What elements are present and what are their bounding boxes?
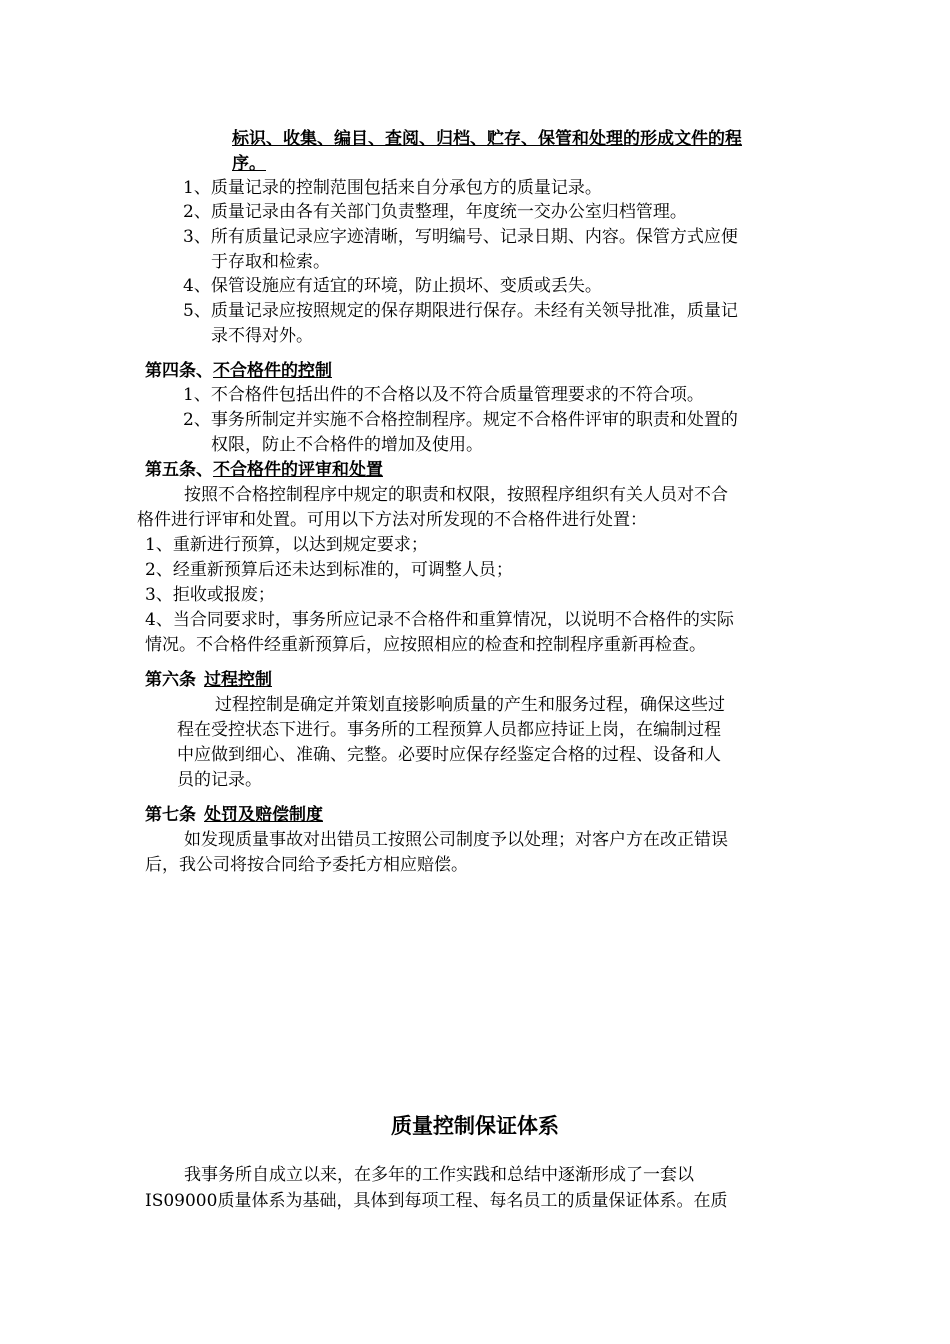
section-paragraph-line: 我事务所自成立以来，在多年的工作实践和总结中逐渐形成了一套以 [184, 1165, 694, 1185]
section-paragraph-line: IS09000质量体系为基础，具体到每项工程、每名员工的质量保证体系。在质 [145, 1191, 728, 1211]
list-item: 3、所有质量记录应字迹清晰，写明编号、记录日期、内容。保管方式应便 [183, 227, 738, 247]
list-item: 1、重新进行预算，以达到规定要求； [145, 535, 428, 555]
list-item-continuation: 权限，防止不合格件的增加及使用。 [211, 435, 483, 455]
article6-heading: 第六条 过程控制 [145, 670, 272, 690]
list-item: 2、经重新预算后还未达到标准的，可调整人员； [145, 560, 513, 580]
list-item: 4、当合同要求时，事务所应记录不合格件和重算情况，以说明不合格件的实际 [145, 610, 734, 630]
list-item: 5、质量记录应按照规定的保存期限进行保存。未经有关领导批准，质量记 [183, 301, 738, 321]
list-item: 1、不合格件包括出件的不合格以及不符合质量管理要求的不符合项。 [183, 385, 704, 405]
article5-heading: 第五条、不合格件的评审和处置 [145, 460, 383, 480]
list-item-continuation: 于存取和检索。 [211, 252, 330, 272]
article7-line: 后，我公司将按合同给予委托方相应赔偿。 [145, 855, 468, 875]
article7-heading: 第七条 处罚及赔偿制度 [145, 805, 323, 825]
top-heading-line2: 序。 [232, 154, 266, 174]
article6-line: 员的记录。 [177, 770, 262, 790]
article5-paragraph-line1: 按照不合格控制程序中规定的职责和权限，按照程序组织有关人员对不合 [184, 485, 728, 505]
list-item: 2、事务所制定并实施不合格控制程序。规定不合格件评审的职责和处置的 [183, 410, 738, 430]
article6-line: 中应做到细心、准确、完整。必要时应保存经鉴定合格的过程、设备和人 [177, 745, 721, 765]
list-item: 3、拒收或报废； [145, 585, 275, 605]
article4-heading: 第四条、不合格件的控制 [145, 361, 332, 381]
list-item-continuation: 情况。不合格件经重新预算后，应按照相应的检查和控制程序重新再检查。 [145, 635, 706, 655]
article6-line: 程在受控状态下进行。事务所的工程预算人员都应持证上岗，在编制过程 [177, 720, 721, 740]
article7-line: 如发现质量事故对出错员工按照公司制度予以处理；对客户方在改正错误 [184, 830, 728, 850]
list-item: 4、保管设施应有适宜的环境，防止损坏、变质或丢失。 [183, 276, 602, 296]
article5-paragraph-line2: 格件进行评审和处置。可用以下方法对所发现的不合格件进行处置： [137, 510, 647, 530]
top-heading-line1: 标识、收集、编目、查阅、归档、贮存、保管和处理的形成文件的程 [232, 129, 742, 149]
section-title: 质量控制保证体系 [391, 1114, 559, 1138]
article6-line: 过程控制是确定并策划直接影响质量的产生和服务过程，确保这些过 [215, 695, 725, 715]
list-item: 2、质量记录由各有关部门负责整理，年度统一交办公室归档管理。 [183, 202, 687, 222]
list-item-continuation: 录不得对外。 [211, 326, 313, 346]
list-item: 1、质量记录的控制范围包括来自分承包方的质量记录。 [183, 178, 602, 198]
